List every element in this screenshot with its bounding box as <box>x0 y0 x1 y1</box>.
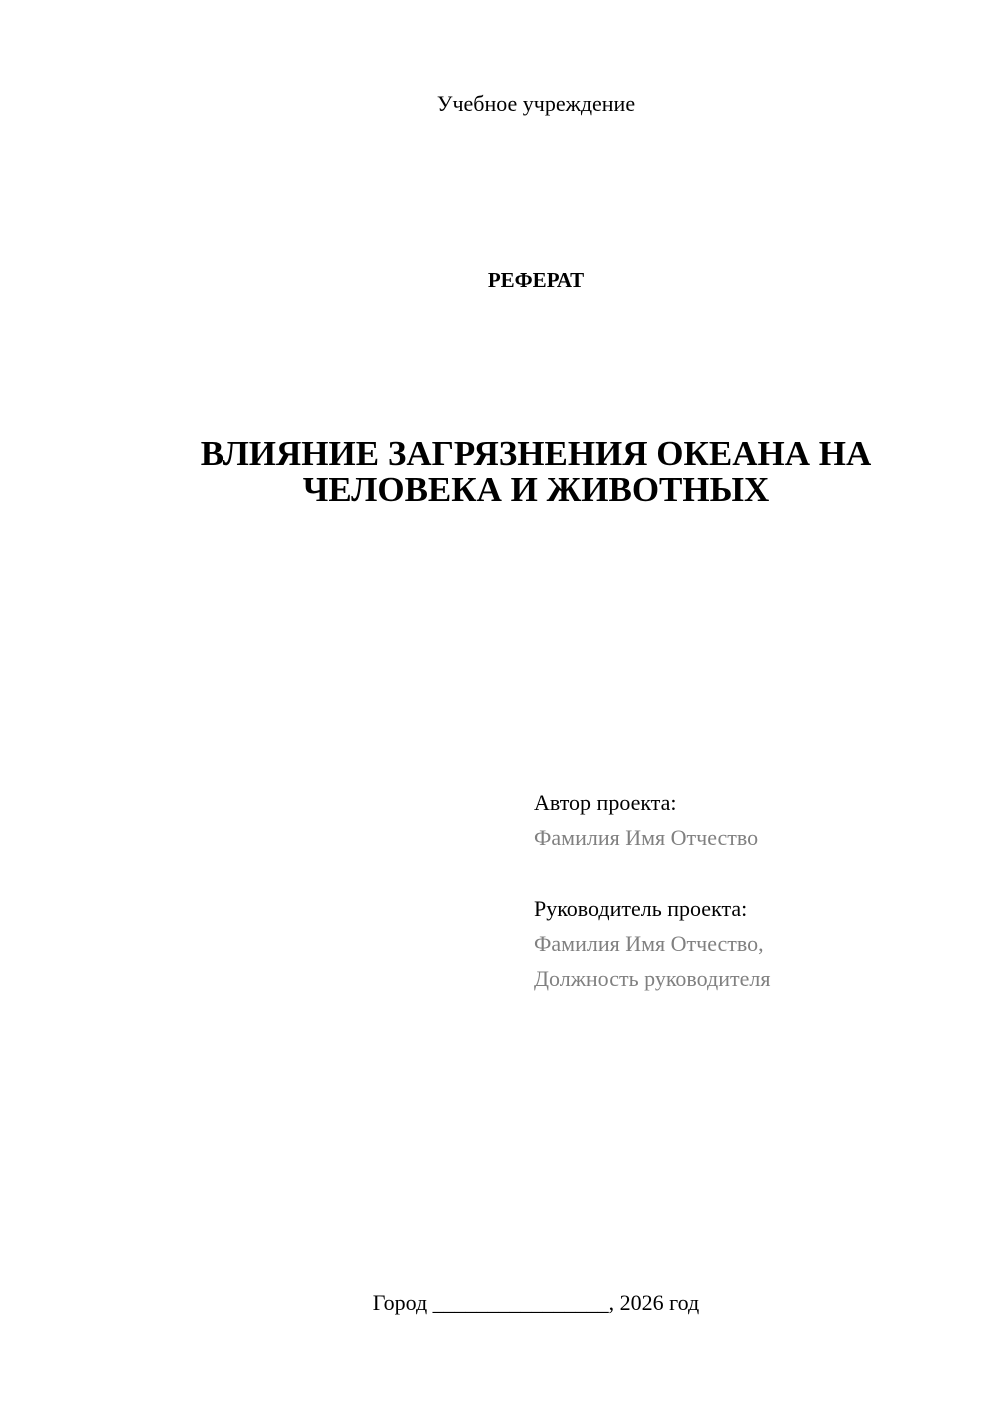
footer-city-year <box>170 1290 902 1316</box>
title-line-1: ВЛИЯНИЕ ЗАГРЯЗНЕНИЯ ОКЕАНА НА <box>200 434 872 473</box>
document-type: РЕФЕРАТ <box>487 268 585 292</box>
author-label: Автор проекта: <box>534 790 677 815</box>
year: , 2026 год <box>608 1290 700 1315</box>
city-label: Город <box>372 1290 428 1315</box>
city-blank: ________________ <box>432 1290 609 1315</box>
document-title <box>170 436 902 508</box>
author-block <box>534 785 758 855</box>
supervisor-position: Должность руководителя <box>534 966 771 991</box>
author-name: Фамилия Имя Отчество <box>534 825 759 850</box>
title-line-2: ЧЕЛОВЕКА И ЖИВОТНЫХ <box>302 470 770 509</box>
supervisor-name: Фамилия Имя Отчество, <box>534 931 764 956</box>
institution: Учебное учреждение <box>436 91 636 116</box>
supervisor-label: Руководитель проекта: <box>534 896 748 921</box>
supervisor-block <box>534 891 770 996</box>
